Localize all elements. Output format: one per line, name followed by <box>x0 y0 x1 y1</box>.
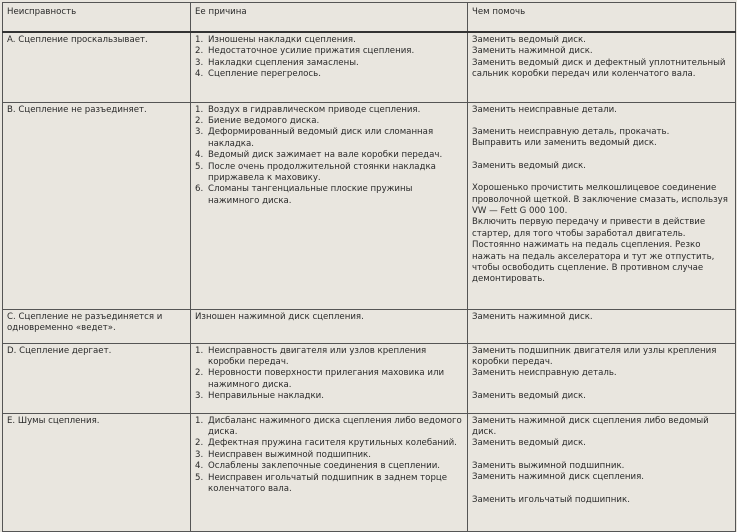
cause-cell <box>191 343 468 413</box>
remedy-text: Заменить неисправную деталь, прокачать. <box>472 126 670 137</box>
fault-cell: A. Сцепление проскальзывает. <box>3 32 191 102</box>
remedy-text: Заменить ведомый диск. <box>472 390 586 401</box>
cause-cell <box>191 413 468 531</box>
fault-cell: C. Сцепление не разъединяется и одновременно «ведет». <box>3 309 191 343</box>
remedy-text: Заменить нажимной диск сцепления. <box>472 472 644 483</box>
header-cause: Ее причина <box>191 3 468 33</box>
list-item: 3. Деформированный ведомый диск или сломанная накладка. <box>195 127 434 149</box>
list-item: 6. Сломаны тангенциальные плоские пружины нажимного диска. <box>195 184 413 206</box>
header-row <box>3 3 736 33</box>
fault-cell: B. Сцепление не разъединяет. <box>3 102 191 309</box>
list-item: 1. Неисправность двигателя или узлов крепления коробки передач. <box>195 345 427 367</box>
remedy-text: Заменить подшипник двигателя или узлы крепления коробки передач. <box>472 345 717 367</box>
troubleshooting-table <box>2 2 736 532</box>
list-item: 2. Биение ведомого диска. <box>195 115 320 126</box>
cause-cell <box>191 102 468 309</box>
list-item: 1. Изношены накладки сцепления. <box>195 35 356 45</box>
list-item: 2. Недостаточное усилие прижатия сцепления. <box>195 46 415 57</box>
list-item: 3. Неисправен выжимной подшипник. <box>195 449 371 460</box>
header-fault: Неисправность <box>3 3 191 33</box>
table-row <box>3 309 736 343</box>
list-item: 3. Неправильные накладки. <box>195 391 325 402</box>
table-row <box>3 343 736 413</box>
table-row <box>3 102 736 309</box>
list-item: 1. Дисбаланс нажимного диска сцепления либо ведомого диска. <box>195 415 462 437</box>
list-item: 5. Неисправен игольчатый подшипник в заднем торце коленчатого вала. <box>195 472 448 494</box>
list-item: 4. Ослаблены заклепочные соединения в сцеплении. <box>195 461 441 472</box>
list-item: 3. Накладки сцепления замаслены. <box>195 57 359 68</box>
header-remedy: Чем помочь <box>468 3 736 33</box>
cause-cell <box>191 32 468 102</box>
remedy-text: Заменить нажимной диск сцепления либо ведомый диск. <box>472 415 709 437</box>
remedy-text: Заменить ведомый диск. <box>472 35 586 45</box>
list-item: 1. Воздух в гидравлическом приводе сцепления. <box>195 104 421 115</box>
remedy-text: Заменить нажимной диск. <box>472 46 593 57</box>
remedy-text: Заменить выжимной подшипник. <box>472 460 625 471</box>
list-item: 2. Неровности поверхности прилегания маховика или нажимного диска. <box>195 368 445 390</box>
list-item: 5. После очень продолжительной стоянки накладка приржавела к маховику. <box>195 161 436 183</box>
remedy-text: Включить первую передачу и привести в действие стартер, для того чтобы заработал двигатель. Постоянно нажимать на педаль сцепления. Резко нажать на педаль акселератора и тут же отпустить, чтобы освободить сцепление. В противном случае демонтировать. <box>472 217 715 285</box>
fault-cell: E. Шумы сцепления. <box>3 413 191 531</box>
remedy-text: Заменить игольчатый подшипник. <box>472 494 630 505</box>
remedy-text: Заменить ведомый диск и дефектный уплотнительный сальник коробки передач или коленчатого вала. <box>472 57 726 80</box>
remedy-cell <box>468 413 736 531</box>
remedy-cell <box>468 343 736 413</box>
list-item: 4. Сцепление перегрелось. <box>195 69 321 80</box>
remedy-text: Заменить нажимной диск. <box>472 311 593 322</box>
remedy-text: Заменить ведомый диск. <box>472 160 586 171</box>
remedy-cell <box>468 32 736 102</box>
table-row <box>3 32 736 102</box>
remedy-cell <box>468 102 736 309</box>
cause-cell <box>191 309 468 343</box>
remedy-text: Заменить неисправные детали. <box>472 104 617 115</box>
fault-cell: D. Сцепление дергает. <box>3 343 191 413</box>
table-row <box>3 413 736 531</box>
remedy-text: Заменить неисправную деталь. <box>472 368 617 379</box>
remedy-text: Хорошенько прочистить мелкошлицевое соединение проволочной щеткой. В заключение смазать, используя VW — Fett G 000 100. <box>472 183 728 216</box>
remedy-text: Выправить или заменить ведомый диск. <box>472 138 657 149</box>
remedy-text: Заменить ведомый диск. <box>472 438 586 449</box>
remedy-cell <box>468 309 736 343</box>
list-item: 2. Дефектная пружина гасителя крутильных колебаний. <box>195 438 457 449</box>
list-item: Изношен нажимной диск сцепления. <box>195 311 364 322</box>
list-item: 4. Ведомый диск зажимает на валe коробки передач. <box>195 150 443 161</box>
